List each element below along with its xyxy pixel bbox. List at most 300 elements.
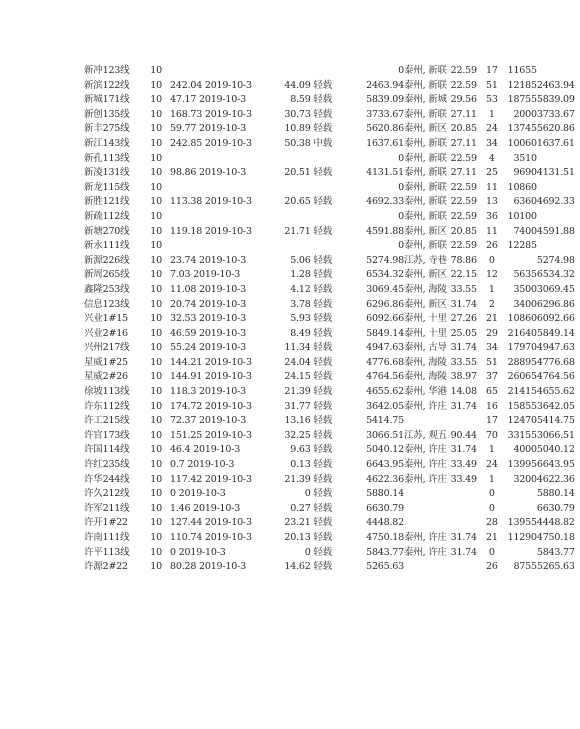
table-row: [84, 239, 575, 254]
table-row: [84, 312, 575, 327]
cell-col-7: 36: [485, 210, 498, 222]
cell-col-4: 0: [398, 152, 404, 164]
cell-col-6: 22.59: [450, 196, 477, 208]
cell-col-3: 9.63 轻载: [290, 444, 332, 456]
cell-col-1: 10: [150, 196, 162, 208]
cell-col-1: 10: [150, 240, 162, 252]
cell-col-1: 10: [150, 488, 162, 500]
cell-col-2: 7.03 2019-10-3: [170, 269, 241, 281]
cell-col-5: 泰州, 新联: [404, 240, 447, 252]
cell-col-4: 5880.14: [366, 488, 404, 500]
cell-col-1: 10: [150, 342, 162, 354]
cell-col-4: 5620.86: [366, 123, 404, 135]
cell-col-2: [170, 181, 258, 196]
cell-col-7: 2: [488, 298, 495, 310]
cell-col-8: 3400: [513, 298, 537, 310]
cell-col-8: [507, 254, 537, 269]
table-row: [84, 210, 575, 225]
cell-col-1: 10: [150, 79, 162, 91]
cell-col-5: 泰州, 华港: [404, 386, 447, 398]
cell-col-4: 2463.94: [366, 79, 404, 91]
cell-col-3: 14.62 轻载: [284, 561, 332, 573]
cell-col-0: 新永111线: [84, 240, 130, 252]
cell-col-3: 30.73 轻载: [284, 108, 332, 120]
cell-col-0: 鑫隆253线: [84, 283, 130, 295]
cell-col-2: 0.7 2019-10-3: [170, 459, 235, 471]
cell-col-9: [537, 152, 575, 167]
cell-col-0: 许红235线: [84, 459, 130, 471]
table-row: [84, 560, 575, 575]
cell-col-1: 10: [150, 532, 162, 543]
cell-col-0: 新冲123线: [84, 65, 130, 76]
cell-col-1: 10: [150, 94, 162, 106]
cell-col-8: 3500: [513, 283, 537, 295]
table-row: [84, 546, 575, 561]
cell-col-2: [170, 210, 258, 225]
cell-col-5: 泰州, 新联: [404, 137, 447, 149]
table-row: [84, 64, 575, 79]
cell-col-2: 23.74 2019-10-3: [170, 254, 246, 266]
cell-col-8: 10860: [507, 181, 537, 193]
cell-col-6: 22.59: [450, 181, 477, 193]
cell-col-5: 泰州, 新联: [404, 196, 447, 208]
cell-col-1: 10: [150, 386, 162, 398]
cell-col-8: 12470: [507, 415, 537, 427]
cell-col-2: 174.72 2019-10-3: [170, 400, 252, 412]
cell-col-0: 许工215线: [84, 415, 130, 427]
cell-col-8: 21640: [507, 327, 537, 339]
cell-col-3: 10.89 轻载: [284, 123, 332, 135]
cell-col-2: 98.86 2019-10-3: [170, 167, 246, 179]
table-row: [84, 137, 575, 152]
cell-col-3: 8.59 轻载: [290, 94, 332, 106]
cell-col-4: 4131.51: [366, 167, 404, 179]
cell-col-9: 6630.79: [536, 502, 575, 514]
cell-col-0: 许开1#22: [84, 517, 128, 529]
cell-col-6: 20.85: [450, 225, 477, 237]
cell-col-9: 4622.36: [536, 473, 575, 485]
cell-col-0: 新龙115线: [84, 181, 130, 193]
cell-col-1: 10: [150, 415, 162, 427]
table-row: [84, 458, 575, 473]
cell-col-1: 10: [150, 137, 162, 149]
cell-col-3: 20.65 轻载: [284, 196, 332, 208]
cell-col-1: 10: [150, 400, 162, 412]
cell-col-0: 兴业1#15: [84, 313, 128, 325]
cell-col-4: 5414.75: [366, 415, 404, 427]
cell-col-5: 泰州, 十里: [404, 313, 447, 325]
cell-col-4: 4622.36: [366, 473, 404, 485]
cell-col-6: 33.49: [450, 473, 477, 485]
cell-col-6: 31.74: [450, 298, 477, 310]
cell-col-3: 5.06 轻载: [290, 254, 332, 266]
cell-col-1: 10: [150, 152, 162, 164]
cell-col-9: 4448.82: [536, 517, 575, 529]
cell-col-7: 4: [488, 152, 495, 164]
cell-col-3: 21.71 轻载: [284, 225, 332, 237]
cell-col-5: 泰州, 新区: [404, 123, 447, 135]
cell-col-4: 3069.45: [366, 283, 404, 295]
cell-col-9: 6534.32: [536, 269, 575, 281]
cell-col-8: 10100: [507, 210, 537, 222]
cell-col-7: 51: [485, 79, 498, 91]
cell-col-8: 11655: [507, 65, 537, 76]
cell-col-2: [170, 239, 258, 254]
cell-col-2: 144.91 2019-10-3: [170, 371, 252, 383]
cell-col-5: 泰州, 新联: [404, 152, 447, 164]
cell-col-7: 25: [485, 167, 498, 179]
cell-col-4: 0: [398, 65, 404, 76]
cell-col-6: 33.55: [450, 283, 477, 295]
cell-col-3: 32.25 轻载: [284, 429, 332, 441]
cell-col-3: 20.51 轻载: [284, 167, 332, 179]
cell-col-8: 18755: [507, 94, 537, 106]
cell-col-6: 22.15: [450, 269, 477, 281]
cell-col-9: 4776.68: [536, 356, 575, 368]
cell-col-6: 31.74: [450, 532, 477, 543]
cell-col-4: 5839.09: [366, 94, 404, 106]
cell-col-2: 118.3 2019-10-3: [170, 386, 246, 398]
cell-col-6: 27.11: [450, 137, 477, 149]
table-row: [84, 93, 575, 108]
cell-col-8: [507, 502, 537, 517]
cell-col-7: 29: [485, 327, 498, 339]
cell-col-7: 34: [485, 137, 498, 149]
cell-col-8: 13955: [507, 517, 537, 529]
cell-col-3: 13.16 轻载: [284, 415, 332, 427]
cell-col-6: [447, 502, 477, 517]
table-row: [84, 429, 575, 444]
cell-col-4: 4764.56: [366, 371, 404, 383]
cell-col-0: 新孔113线: [84, 152, 130, 164]
cell-col-3: 1.28 轻载: [290, 269, 332, 281]
table-row: [84, 502, 575, 517]
cell-col-7: 0: [488, 488, 495, 500]
cell-col-9: 5839.09: [536, 94, 575, 106]
cell-col-6: 33.49: [450, 459, 477, 471]
cell-col-2: 151.25 2019-10-3: [170, 429, 252, 441]
cell-col-4: 4591.88: [366, 225, 404, 237]
cell-col-1: 10: [150, 327, 162, 339]
cell-col-9: 2463.94: [536, 79, 575, 91]
cell-col-4: 4750.18: [366, 532, 404, 543]
cell-col-9: 4591.88: [536, 225, 575, 237]
cell-col-3: 21.39 轻载: [284, 386, 332, 398]
cell-col-8: 28895: [507, 356, 537, 368]
cell-col-5: 泰州, 许庄: [404, 546, 447, 558]
cell-col-2: 119.18 2019-10-3: [170, 225, 252, 237]
cell-col-7: 0: [488, 546, 495, 558]
table-body: [84, 64, 575, 575]
cell-col-5: [404, 487, 447, 502]
cell-col-4: 0: [398, 240, 404, 252]
cell-col-6: 27.26: [450, 313, 477, 325]
cell-col-6: 27.11: [450, 108, 477, 120]
table-row: [84, 225, 575, 240]
cell-col-4: 6630.79: [366, 502, 404, 514]
cell-col-6: [447, 560, 477, 575]
cell-col-7: 1: [488, 108, 495, 120]
cell-col-5: 泰州, 许庄: [404, 532, 447, 543]
cell-col-8: 13745: [507, 123, 537, 135]
cell-col-2: 72.37 2019-10-3: [170, 415, 246, 427]
cell-col-3: 31.77 轻载: [284, 400, 332, 412]
cell-col-0: 许源2#22: [84, 561, 128, 573]
cell-col-7: 17: [485, 415, 498, 427]
cell-col-0: 许南111线: [84, 532, 130, 543]
cell-col-8: 9690: [513, 167, 537, 179]
cell-col-4: 0: [398, 210, 404, 222]
cell-col-6: 22.59: [450, 152, 477, 164]
cell-col-8: 12185: [507, 79, 537, 91]
cell-col-9: 6092.66: [536, 313, 575, 325]
cell-col-8: 8755: [513, 561, 537, 573]
cell-col-6: 31.74: [450, 342, 477, 354]
cell-col-3: 0 轻载: [304, 546, 332, 558]
cell-col-6: 38.97: [450, 371, 477, 383]
cell-col-2: 11.08 2019-10-3: [170, 283, 246, 295]
cell-col-8: 5635: [513, 269, 537, 281]
cell-col-8: 7400: [513, 225, 537, 237]
cell-col-0: 许官173线: [84, 429, 130, 441]
cell-col-7: 34: [485, 342, 498, 354]
table-row: [84, 166, 575, 181]
table-row: [84, 531, 575, 546]
cell-col-8: [507, 546, 537, 561]
cell-col-7: 53: [485, 94, 498, 106]
cell-col-2: [170, 152, 258, 167]
table-row: [84, 254, 575, 269]
cell-col-2: 46.4 2019-10-3: [170, 444, 241, 456]
cell-col-7: 26: [485, 240, 498, 252]
cell-col-2: [170, 64, 258, 79]
cell-col-0: 新胜121线: [84, 196, 130, 208]
cell-col-1: 10: [150, 561, 162, 573]
cell-col-9: 1637.61: [536, 137, 575, 149]
cell-col-2: 47.17 2019-10-3: [170, 94, 246, 106]
cell-col-3: 5.93 轻载: [290, 313, 332, 325]
cell-col-8: 21415: [507, 386, 537, 398]
cell-col-8: 15855: [507, 400, 537, 412]
cell-col-8: 11290: [507, 532, 537, 543]
cell-col-1: 10: [150, 254, 162, 266]
cell-col-1: 10: [150, 546, 162, 558]
cell-col-6: 29.56: [450, 94, 477, 106]
cell-col-9: 5265.63: [536, 561, 575, 573]
cell-col-5: 泰州, 新联: [404, 181, 447, 193]
cell-col-6: 31.74: [450, 400, 477, 412]
cell-col-2: 32.53 2019-10-3: [170, 313, 246, 325]
cell-col-0: 兴州217线: [84, 342, 130, 354]
cell-col-7: 0: [488, 254, 495, 266]
cell-col-7: 28: [485, 517, 498, 529]
cell-col-3: 44.09 轻载: [284, 79, 332, 91]
table-row: [84, 195, 575, 210]
cell-col-5: 泰州, 新联: [404, 65, 447, 76]
cell-col-7: 70: [485, 429, 498, 441]
cell-col-3: 0.27 轻载: [290, 502, 332, 514]
cell-col-6: 31.74: [450, 444, 477, 456]
cell-col-7: 26: [485, 561, 498, 573]
cell-col-2: 144.21 2019-10-3: [170, 356, 252, 368]
cell-col-7: 1: [488, 283, 495, 295]
cell-col-9: 5849.14: [536, 327, 575, 339]
cell-col-8: 26065: [507, 371, 537, 383]
cell-col-8: 12285: [507, 240, 537, 252]
cell-col-5: 泰州, 新区: [404, 298, 447, 310]
cell-col-0: 星威1#25: [84, 356, 128, 368]
cell-col-0: 许国114线: [84, 444, 130, 456]
cell-col-8: 17970: [507, 342, 537, 354]
cell-col-3: 8.49 轻载: [290, 327, 332, 339]
table-row: [84, 516, 575, 531]
cell-col-4: 3733.67: [366, 108, 404, 120]
cell-col-2: 110.74 2019-10-3: [170, 532, 252, 543]
cell-col-7: 21: [485, 313, 498, 325]
cell-col-5: [404, 414, 447, 429]
cell-col-2: 1.46 2019-10-3: [170, 502, 241, 514]
table-row: [84, 283, 575, 298]
cell-col-3: [258, 152, 346, 167]
cell-col-3: 50.38 中载: [284, 137, 332, 149]
cell-col-6: 22.59: [450, 240, 477, 252]
cell-col-0: 许华244线: [84, 473, 130, 485]
cell-col-2: 242.85 2019-10-3: [170, 137, 252, 149]
cell-col-5: 泰州, 新联: [404, 167, 447, 179]
cell-col-8: 3200: [513, 473, 537, 485]
cell-col-1: 10: [150, 459, 162, 471]
cell-col-4: 3066.51: [366, 429, 404, 441]
cell-col-1: 10: [150, 429, 162, 441]
table-row: [84, 341, 575, 356]
cell-col-5: 泰州, 许庄: [404, 444, 447, 456]
cell-col-5: [404, 516, 447, 531]
cell-col-3: [258, 210, 346, 225]
cell-col-5: [404, 502, 447, 517]
cell-col-4: 5040.12: [366, 444, 404, 456]
cell-col-6: 22.59: [450, 65, 477, 76]
table-row: [84, 327, 575, 342]
cell-col-1: 10: [150, 517, 162, 529]
cell-col-1: 10: [150, 210, 162, 222]
cell-col-8: 13995: [507, 459, 537, 471]
cell-col-9: [537, 181, 575, 196]
cell-col-2: 55.24 2019-10-3: [170, 342, 246, 354]
cell-col-0: 新丰275线: [84, 123, 130, 135]
cell-col-0: 新城171线: [84, 94, 130, 106]
cell-col-4: 5265.63: [366, 561, 404, 573]
cell-col-1: 10: [150, 356, 162, 368]
cell-col-4: 0: [398, 181, 404, 193]
cell-col-6: 14.08: [450, 386, 477, 398]
cell-col-9: 4655.62: [536, 386, 575, 398]
cell-col-3: 0.13 轻载: [290, 459, 332, 471]
cell-col-9: 5843.77: [536, 546, 575, 558]
cell-col-7: 1: [488, 444, 495, 456]
cell-col-0: 新塘270线: [84, 225, 130, 237]
cell-col-0: 新滨122线: [84, 79, 130, 91]
cell-col-7: 21: [485, 532, 498, 543]
cell-col-6: 78.86: [450, 254, 477, 266]
cell-col-1: 10: [150, 313, 162, 325]
cell-col-9: 3733.67: [536, 108, 575, 120]
cell-col-7: 16: [485, 400, 498, 412]
cell-col-5: 泰州, 新城: [404, 94, 447, 106]
cell-col-3: 20.13 轻载: [284, 532, 332, 543]
table-row: [84, 181, 575, 196]
cell-col-3: 24.04 轻载: [284, 356, 332, 368]
cell-col-6: 27.11: [450, 167, 477, 179]
cell-col-0: 许平113线: [84, 546, 130, 558]
table-row: [84, 152, 575, 167]
cell-col-3: [258, 64, 346, 79]
cell-col-1: 10: [150, 502, 162, 514]
cell-col-5: 泰州, 新区: [404, 269, 447, 281]
cell-col-3: 4.12 轻载: [290, 283, 332, 295]
cell-col-8: 4000: [513, 444, 537, 456]
cell-col-5: 泰州, 新联: [404, 210, 447, 222]
table-row: [84, 122, 575, 137]
cell-col-9: 5040.12: [536, 444, 575, 456]
cell-col-9: 5414.75: [536, 415, 575, 427]
cell-col-1: 10: [150, 283, 162, 295]
cell-col-1: 10: [150, 181, 162, 193]
cell-col-5: 泰州, 许庄: [404, 459, 447, 471]
cell-col-2: 80.28 2019-10-3: [170, 561, 246, 573]
cell-col-9: 4947.63: [536, 342, 575, 354]
cell-col-0: 新江143线: [84, 137, 130, 149]
cell-col-7: 11: [485, 225, 498, 237]
cell-col-2: 113.38 2019-10-3: [170, 196, 252, 208]
cell-col-9: 5274.98: [536, 254, 575, 266]
cell-col-5: 江苏, 寺巷: [404, 254, 447, 266]
table-row: [84, 487, 575, 502]
cell-col-5: 泰州, 海陵: [404, 371, 447, 383]
cell-col-9: 6643.95: [536, 459, 575, 471]
table-row: [84, 414, 575, 429]
cell-col-4: 4776.68: [366, 356, 404, 368]
cell-col-2: 46.59 2019-10-3: [170, 327, 246, 339]
cell-col-6: 25.05: [450, 327, 477, 339]
cell-col-7: 11: [485, 181, 498, 193]
table-row: [84, 473, 575, 488]
cell-col-3: 24.15 轻载: [284, 371, 332, 383]
cell-col-5: 泰州, 十里: [404, 327, 447, 339]
cell-col-0: 星威2#26: [84, 371, 128, 383]
cell-col-5: 泰州, 新联: [404, 79, 447, 91]
cell-col-4: 6534.32: [366, 269, 404, 281]
cell-col-6: 20.85: [450, 123, 477, 135]
cell-col-4: 5849.14: [366, 327, 404, 339]
cell-col-7: 24: [485, 123, 498, 135]
cell-col-0: 徐坡113线: [84, 386, 130, 398]
cell-col-7: 51: [485, 356, 498, 368]
cell-col-2: 0 2019-10-3: [170, 488, 226, 500]
cell-col-4: 5843.77: [366, 546, 404, 558]
cell-col-1: 10: [150, 65, 162, 76]
cell-col-7: 17: [485, 65, 498, 76]
cell-col-4: 6092.66: [366, 313, 404, 325]
cell-col-1: 10: [150, 225, 162, 237]
cell-col-9: 3066.51: [536, 429, 575, 441]
cell-col-2: 59.77 2019-10-3: [170, 123, 246, 135]
cell-col-9: [537, 64, 575, 79]
cell-col-4: 6643.95: [366, 459, 404, 471]
cell-col-2: 0 2019-10-3: [170, 546, 226, 558]
cell-col-8: 33155: [507, 429, 537, 441]
cell-col-4: 4692.33: [366, 196, 404, 208]
cell-col-2: 242.04 2019-10-3: [170, 79, 252, 91]
